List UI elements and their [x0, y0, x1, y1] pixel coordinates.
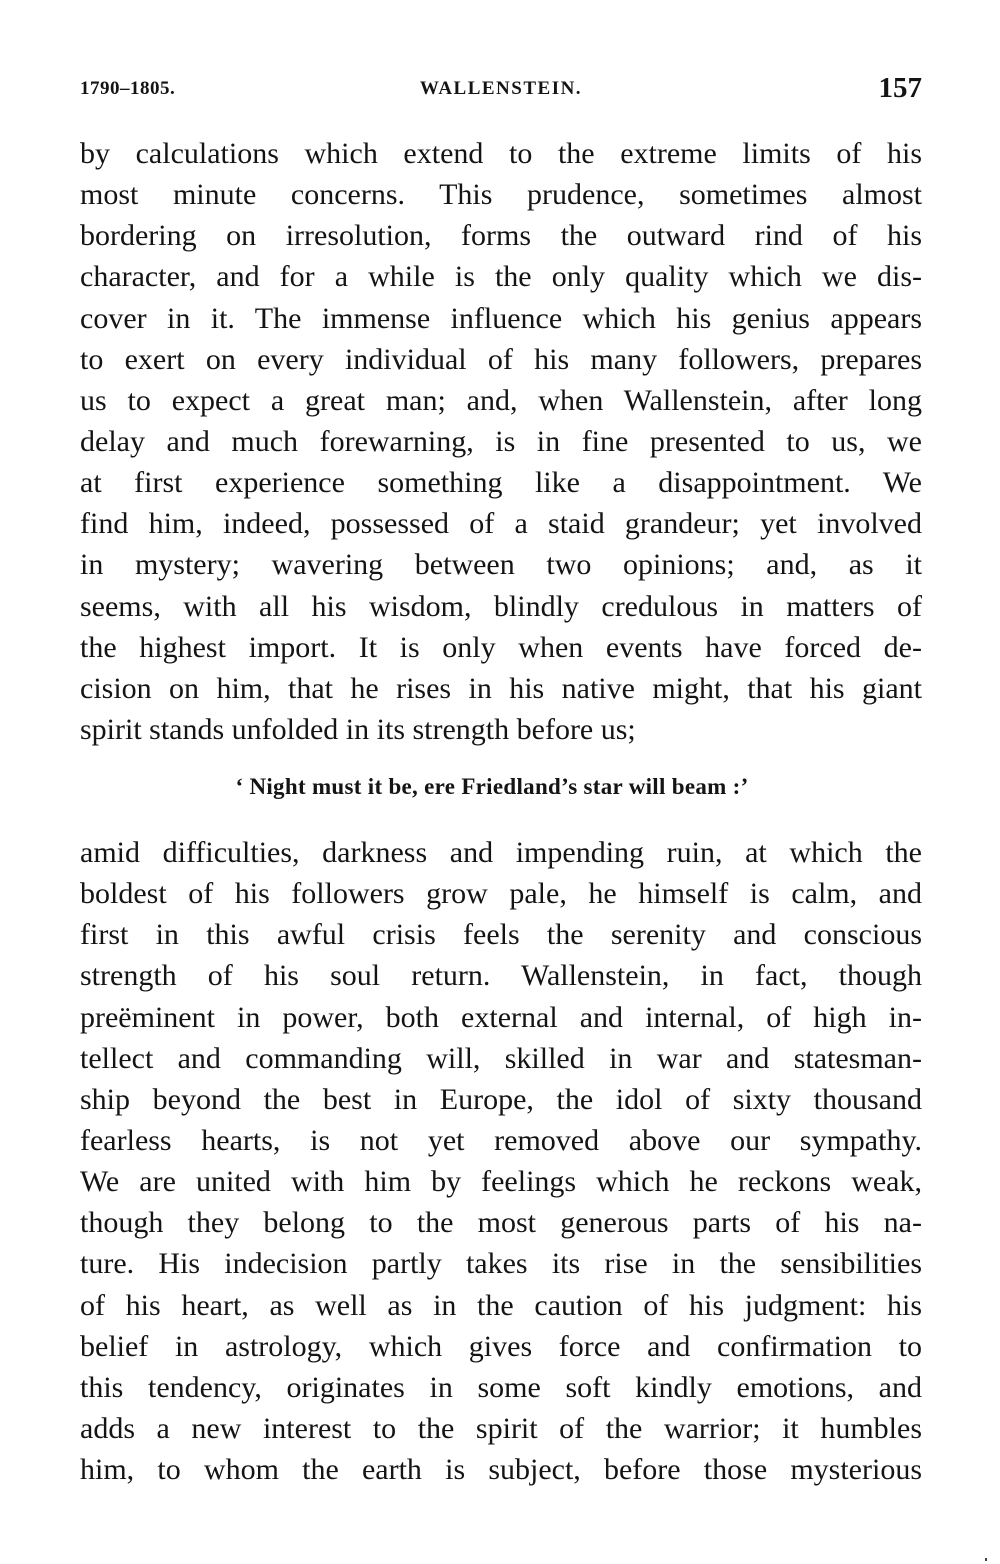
text-line: delay and much forewarning, is in fine presented to us, we	[80, 424, 922, 458]
text-line: in mystery; wavering between two opinions; and, as it	[80, 548, 922, 582]
text-line: by calculations which extend to the extreme limits of his	[80, 137, 922, 170]
text-line: of his heart, as well as in the caution of his judgment: his	[80, 1288, 922, 1322]
text-line: boldest of his followers grow pale, he himself is calm, and	[80, 877, 922, 911]
paragraph-1	[80, 133, 922, 750]
text-line: tellect and commanding will, skilled in war and statesman-	[80, 1041, 922, 1075]
text-line: We are united with him by feelings which he reckons weak,	[80, 1165, 922, 1199]
text-line: fearless hearts, is not yet removed above our sympathy.	[80, 1123, 922, 1157]
text-line: spirit stands unfolded in its strength before us;	[80, 712, 636, 746]
text-line: seems, with all his wisdom, blindly credulous in matters of	[80, 589, 922, 623]
text-line: though they belong to the most generous parts of his na-	[80, 1206, 922, 1240]
text-line: ship beyond the best in Europe, the idol of sixty thousand	[80, 1082, 922, 1116]
text-line: the highest import. It is only when events have forced de-	[80, 630, 922, 664]
header-title: WALLENSTEIN.	[419, 78, 583, 99]
scan-speck	[985, 1558, 987, 1561]
text-line: first in this awful crisis feels the serenity and conscious	[80, 918, 922, 952]
text-line: find him, indeed, possessed of a staid grandeur; yet involved	[80, 507, 922, 541]
text-line: bordering on irresolution, forms the outward rind of his	[80, 219, 922, 253]
page-number: 157	[878, 72, 922, 104]
text-line: belief in astrology, which gives force and confirmation to	[80, 1329, 922, 1363]
text-line: this tendency, originates in some soft kindly emotions, and	[80, 1370, 922, 1404]
paragraph-2	[80, 832, 922, 1490]
text-line: cision on him, that he rises in his native might, that his giant	[80, 671, 922, 705]
text-line: him, to whom the earth is subject, before those mysterious	[80, 1453, 922, 1487]
text-line: adds a new interest to the spirit of the warrior; it humbles	[80, 1411, 922, 1445]
text-line: character, and for a while is the only quality which we dis-	[80, 260, 922, 294]
text-line: at first experience something like a disappointment. We	[80, 466, 922, 500]
text-line: most minute concerns. This prudence, sometimes almost	[80, 178, 922, 212]
text-line: strength of his soul return. Wallenstein, in fact, though	[80, 959, 922, 993]
text-line: ture. His indecision partly takes its rise in the sensibilities	[80, 1247, 922, 1281]
header-dates: 1790–1805.	[80, 78, 176, 99]
text-line: us to expect a great man; and, when Wallenstein, after long	[80, 383, 922, 417]
text-line: to exert on every individual of his many followers, prepares	[80, 342, 922, 376]
text-line: amid difficulties, darkness and impending ruin, at which the	[80, 836, 922, 869]
running-head	[80, 74, 922, 104]
text-line: cover in it. The immense influence which his genius appears	[80, 301, 922, 335]
quotation-text: ‘ Night must it be, ere Friedland’s star will beam :’	[235, 774, 749, 799]
text-line: preëminent in power, both external and internal, of high in-	[80, 1000, 922, 1034]
verse-quotation	[0, 774, 1000, 800]
